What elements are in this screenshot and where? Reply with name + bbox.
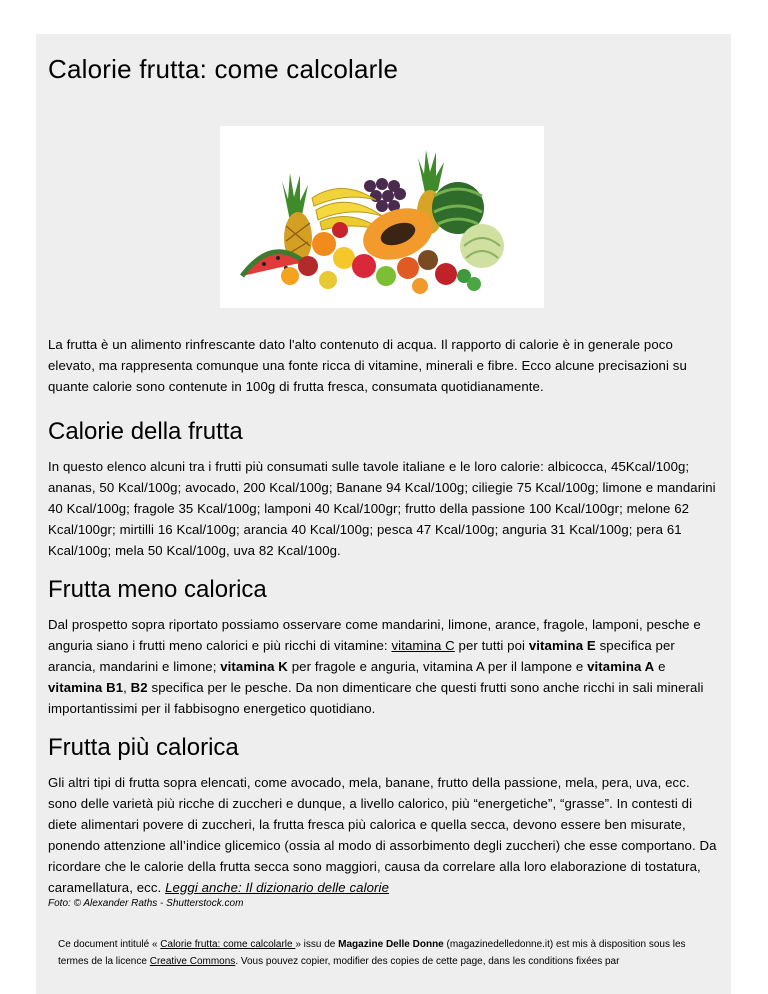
strawberry-icon <box>332 222 348 238</box>
vitamina-c-link[interactable]: vitamina C <box>391 638 455 653</box>
orange-icon <box>312 232 336 256</box>
photo-credit: Foto: © Alexander Raths - Shutterstock.com <box>48 898 244 909</box>
fruit-illustration <box>220 126 544 308</box>
creative-commons-link[interactable]: Creative Commons <box>149 956 236 967</box>
license-notice: Ce document intitulé « Calorie frutta: come calcolarle » issu de Magazine Delle Donne (magazinedelledonne.it) est mis à disposition sous les termes de la licence Creative Commons. Vous pouvez copier, modifier des copies de cette page, dans les conditions fixées par <box>58 939 686 967</box>
heading-frutta-meno-calorica: Frutta meno calorica <box>48 576 267 603</box>
article-page <box>36 34 731 994</box>
grapes-icon <box>364 178 406 212</box>
heading-frutta-piu-calorica: Frutta più calorica <box>48 734 239 761</box>
fruit-photo <box>220 126 544 308</box>
kiwi-icon <box>418 250 438 270</box>
heading-calorie-della-frutta: Calorie della frutta <box>48 418 243 445</box>
melon-icon <box>460 224 504 268</box>
cherry-icon <box>298 256 318 276</box>
high-calorie-paragraph: Gli altri tipi di frutta sopra elencati, come avocado, mela, banane, frutto della passione, mela, pera, uva, ecc. sono delle varietà più ricche di zuccheri e dunque, a livello calorico, più “energetiche”, “grasse”. In contesti di diete alimentari povere di zuccheri, la frutta fresca più calorica e quella secca, devono essere ben misurate, ponendo attenzione all’indice glicemico (ossia al modo di assorbimento degli zuccheri) che esse comportano. Da ricordare che le calorie della frutta secca sono maggiori, causa da correlare alla loro elaborazione di tostatura, caramellatura, ecc. Leggi anche: Il dizionario delle calorie <box>48 775 717 895</box>
lime-icon <box>376 266 396 286</box>
license-title-link[interactable]: Calorie frutta: come calcolarle <box>160 939 296 950</box>
pomegranate-icon <box>435 263 457 285</box>
calorie-list-paragraph: In questo elenco alcuni tra i frutti più consumati sulle tavole italiane e le loro calorie: albicocca, 45Kcal/100g; ananas, 50 Kcal/100g; avocado, 200 Kcal/100g; Banane 94 Kcal/100g; ciliegie 75 Kcal/100g; limone e mandarini 40 Kcal/100g; fragole 35 Kcal/100g; lamponi 40 Kcal/100gr; frutto della passione 100 Kcal/100gr; melone 62 Kcal/100gr; mirtilli 16 Kcal/100g; arancia 40 Kcal/100g; pesca 47 Kcal/100g; anguria 31 Kcal/100g; pera 61 Kcal/100g; mela 50 Kcal/100g, uva 82 Kcal/100g. <box>48 459 716 558</box>
lemon-icon <box>333 247 355 269</box>
peach-icon <box>397 257 419 279</box>
intro-paragraph: La frutta è un alimento rinfrescante dato l'alto contenuto di acqua. Il rapporto di calorie è in generale poco elevato, ma rappresenta comunque una fonte ricca di vitamine, minerali e fibre. Ecco alcune precisazioni su quante calorie sono contenute in 100g di frutta fresca, consumata quotidianamente. <box>48 337 687 394</box>
dizionario-calorie-link[interactable]: Leggi anche: Il dizionario delle calorie <box>165 880 390 895</box>
low-calorie-paragraph: Dal prospetto sopra riportato possiamo osservare come mandarini, limone, arance, fragole, lamponi, pesche e anguria siano i frutti meno calorici e più ricchi di vitamine: vitamina C per tutti poi vitamina E specifica per arancia, mandarini e limone; vitamina K per fragole e anguria, vitamina A per il lampone e vitamina A e vitamina B1, B2 specifica per le pesche. Da non dimenticare che questi frutti sono anche ricchi in sali minerali importantissimi per il fabbisogno energetico quotidiano. <box>48 617 704 716</box>
page-title: Calorie frutta: come calcolarle <box>48 54 399 84</box>
apple-icon <box>352 254 376 278</box>
